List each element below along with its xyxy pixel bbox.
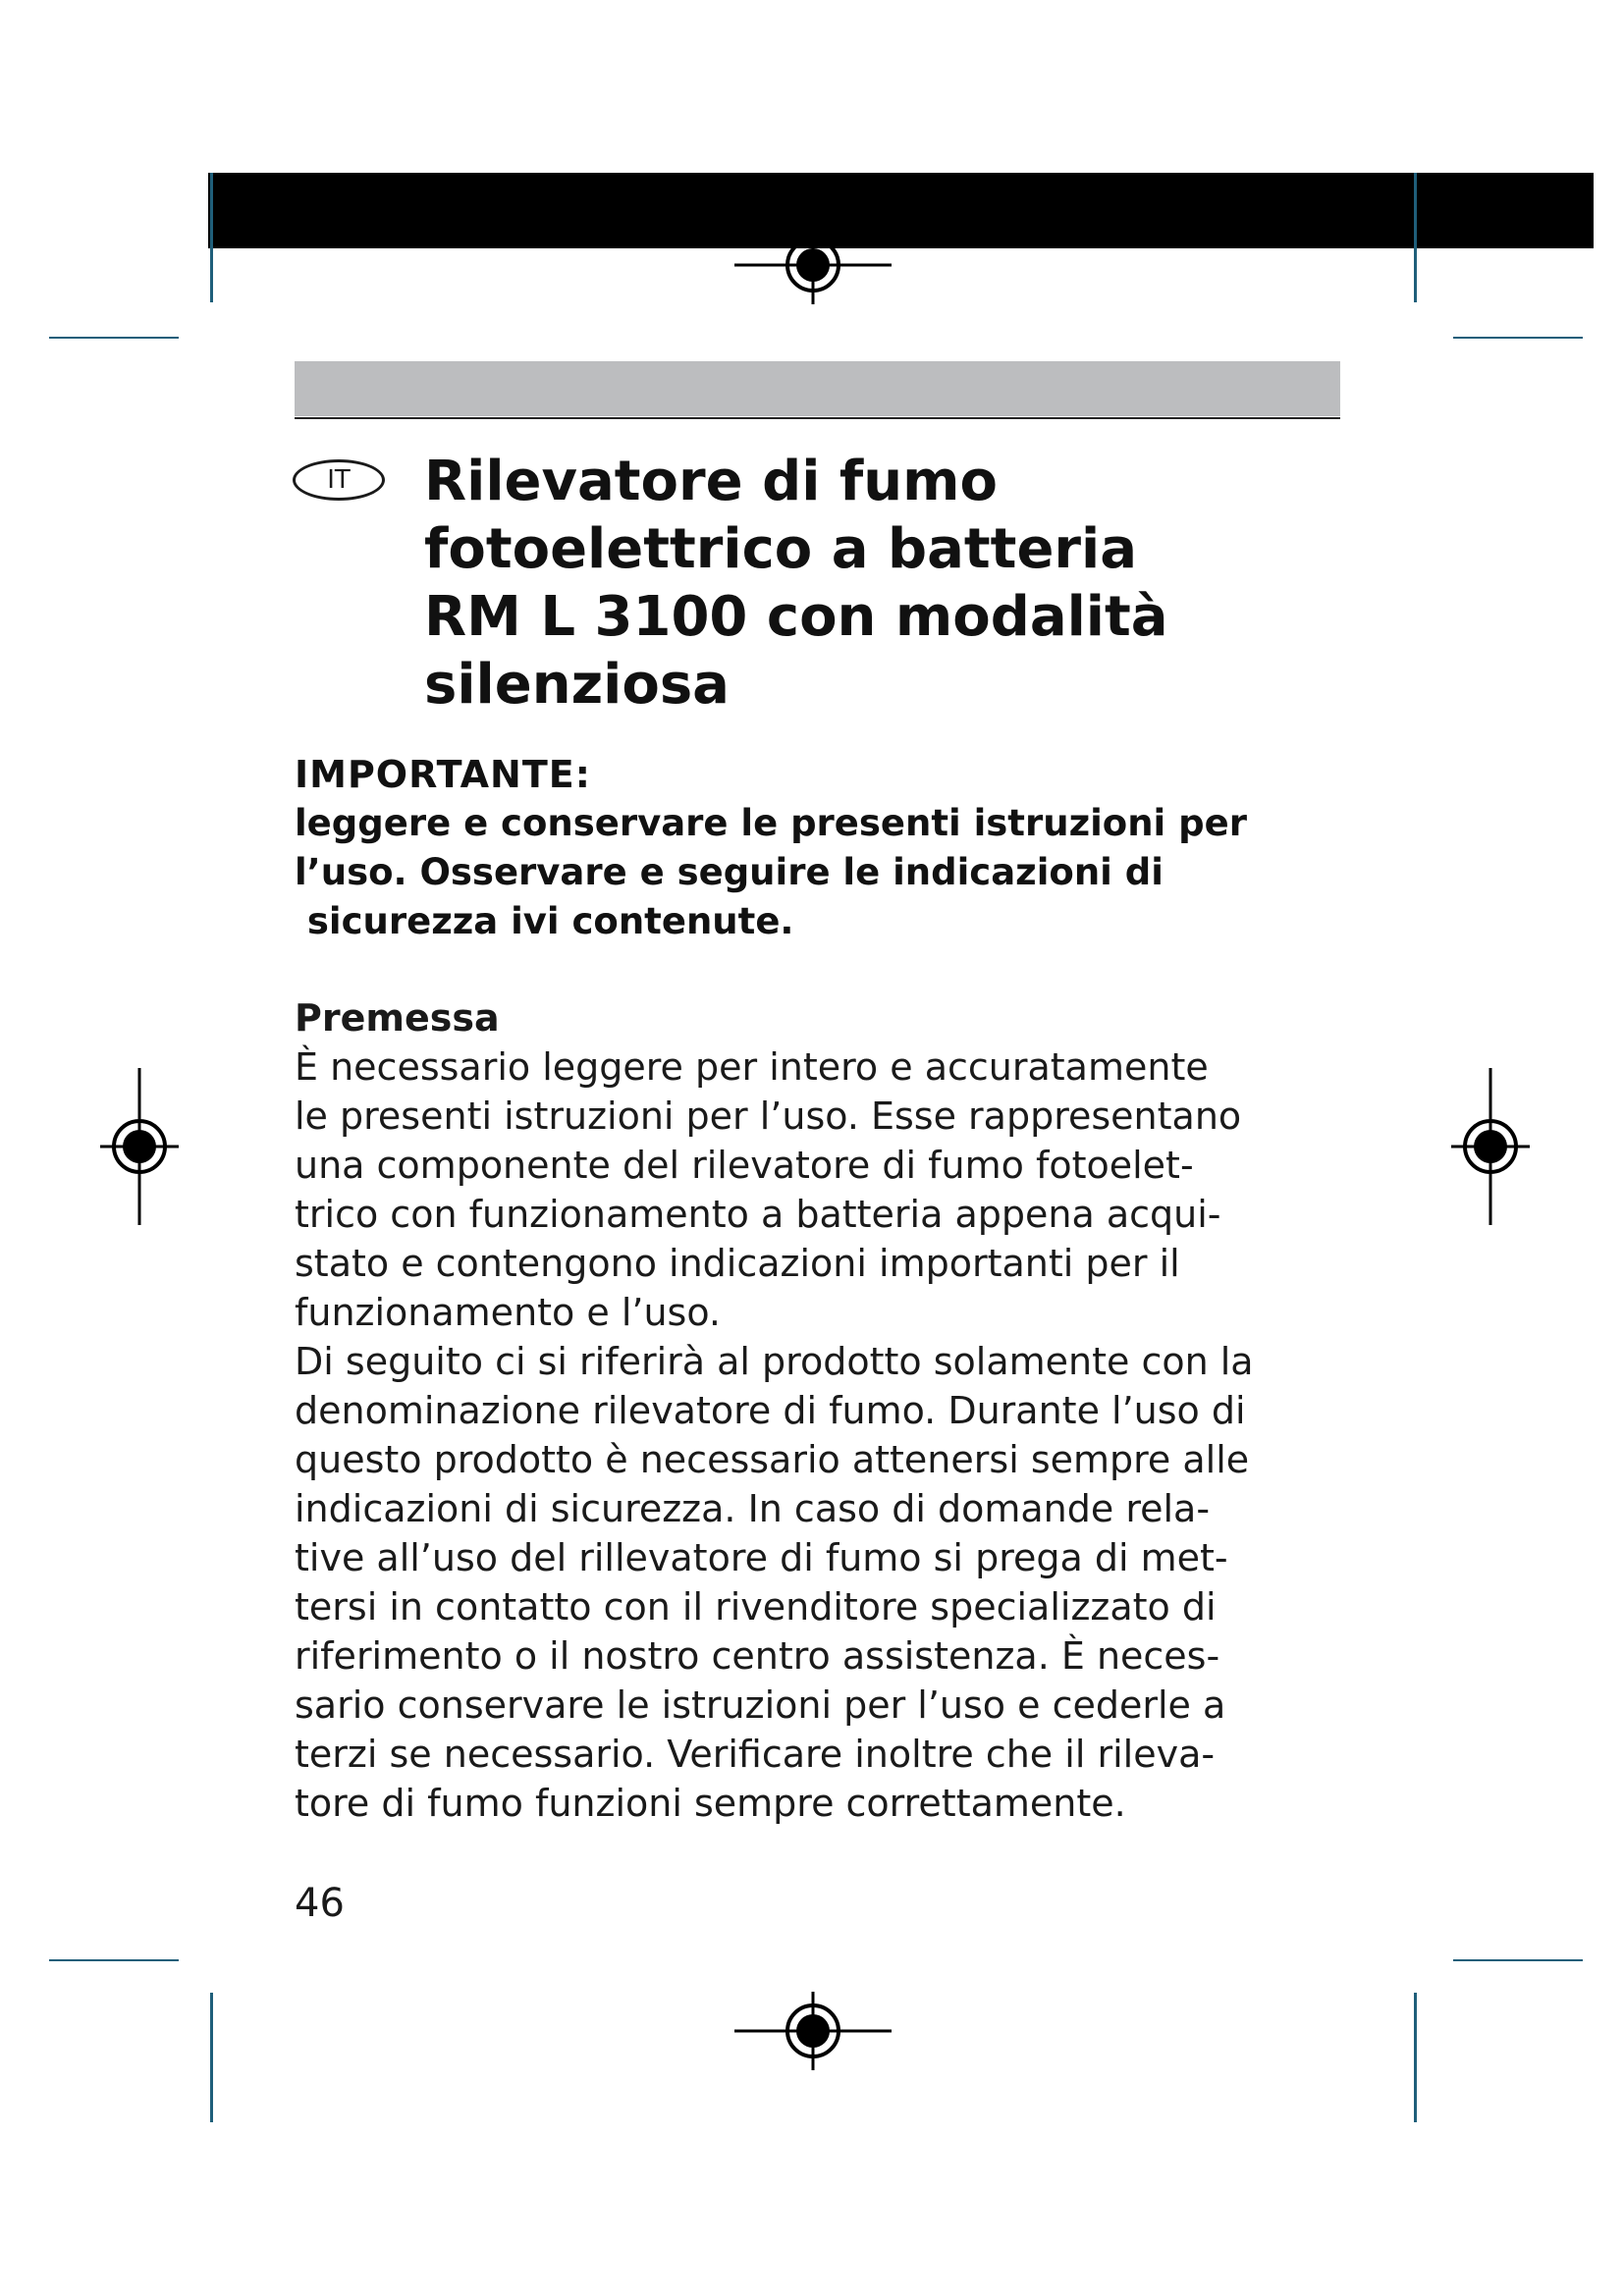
title-line: Rilevatore di fumo <box>424 450 998 513</box>
important-heading: IMPORTANTE: <box>295 753 591 796</box>
registration-mark-icon <box>734 1992 892 2070</box>
paragraph-line: funzionamento e l’uso. <box>295 1291 722 1334</box>
title-line: fotoelettrico a batteria <box>424 517 1138 581</box>
crop-mark-top-right-horizontal <box>1453 337 1583 339</box>
paragraph-line: denominazione rilevatore di fumo. Durante l’uso di <box>295 1389 1246 1432</box>
paragraph-line: una componente del rilevatore di fumo fotoelet- <box>295 1144 1194 1187</box>
paragraph-line: trico con funzionamento a batteria appena acqui- <box>295 1193 1221 1236</box>
section-premessa <box>295 993 1345 1828</box>
crop-mark-top-right-vertical <box>1414 173 1417 302</box>
paragraph-line: terzi se necessario. Verificare inoltre che il rileva- <box>295 1733 1216 1776</box>
important-notice <box>295 750 1345 946</box>
registration-mark-icon <box>1451 1068 1530 1225</box>
important-line: sicurezza ivi contenute. <box>295 900 794 942</box>
paragraph-line: questo prodotto è necessario attenersi sempre alle <box>295 1438 1250 1481</box>
title-line: RM L 3100 con modalità <box>424 585 1168 649</box>
paragraph-line: Di seguito ci si riferirà al prodotto solamente con la <box>295 1340 1254 1383</box>
registration-mark-icon <box>734 226 892 304</box>
important-line: leggere e conservare le presenti istruzioni per <box>295 802 1247 844</box>
section-heading: Premessa <box>295 996 500 1040</box>
page-title <box>424 448 1308 719</box>
page-number: 46 <box>295 1881 345 1926</box>
header-bar <box>208 173 1594 248</box>
paragraph-line: riferimento o il nostro centro assistenza. È neces- <box>295 1634 1220 1678</box>
paragraph-line: stato e contengono indicazioni importanti per il <box>295 1242 1180 1285</box>
paragraph-line: tive all’uso del rillevatore di fumo si prega di met- <box>295 1536 1228 1579</box>
important-line: l’uso. Osservare e seguire le indicazioni di <box>295 851 1164 893</box>
paragraph-line: È necessario leggere per intero e accuratamente <box>295 1045 1209 1089</box>
paragraph-line: le presenti istruzioni per l’uso. Esse rappresentano <box>295 1095 1242 1138</box>
crop-mark-bottom-left-vertical <box>210 1993 213 2122</box>
crop-mark-top-left-vertical <box>210 173 213 302</box>
paragraph-line: sario conservare le istruzioni per l’uso e cederle a <box>295 1683 1226 1727</box>
paragraph-line: indicazioni di sicurezza. In caso di domande rela- <box>295 1487 1211 1530</box>
paragraph-line: tersi in contatto con il rivenditore specializzato di <box>295 1585 1217 1629</box>
language-badge: IT <box>293 459 385 501</box>
registration-mark-icon <box>100 1068 179 1225</box>
crop-mark-bottom-right-vertical <box>1414 1993 1417 2122</box>
crop-mark-bottom-right-horizontal <box>1453 1959 1583 1961</box>
crop-mark-top-left-horizontal <box>49 337 179 339</box>
divider-rule <box>295 417 1340 419</box>
paragraph-line: tore di fumo funzioni sempre correttamente. <box>295 1782 1126 1825</box>
grey-header-band <box>295 361 1340 416</box>
title-line: silenziosa <box>424 653 730 717</box>
crop-mark-bottom-left-horizontal <box>49 1959 179 1961</box>
